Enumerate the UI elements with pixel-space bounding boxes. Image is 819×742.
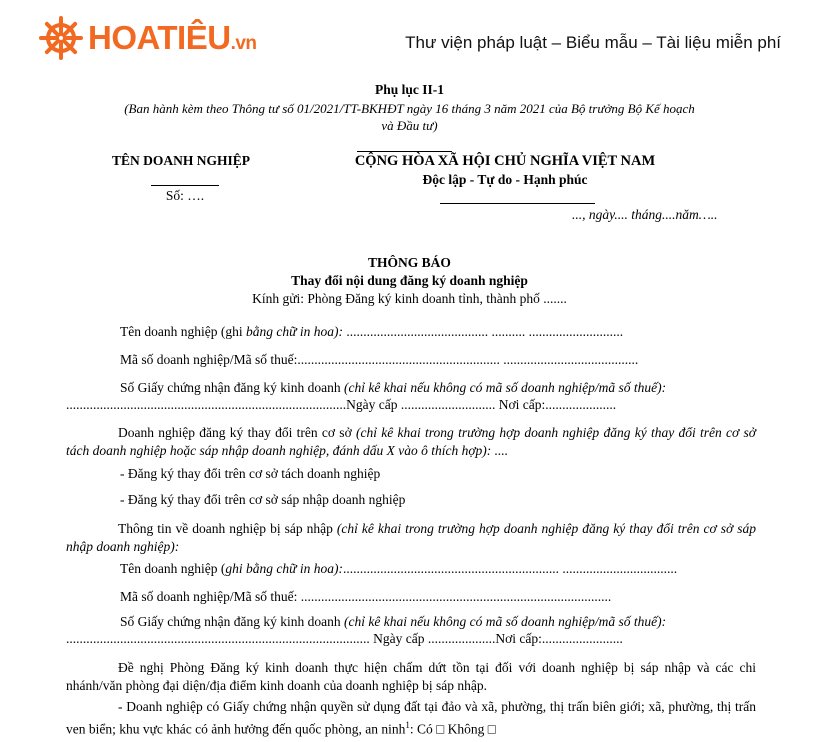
brand-name: HOATIÊU.vn	[88, 19, 257, 56]
appendix-subtitle-line1: (Ban hành kèm theo Thông tư số 01/2021/TT-BKHĐT ngày 16 tháng 3 năm 2021 của Bộ trưởng Bộ Kế hoạch	[124, 101, 695, 116]
option-split-enterprise[interactable]: - Đăng ký thay đổi trên cơ sở tách doanh nghiệp	[120, 466, 381, 481]
tax-code-field[interactable]: Mã số doanh nghiệp/Mã số thuế:............................................................ ........................................	[120, 352, 639, 367]
notice-subject: Thay đổi nội dung đăng ký doanh nghiệp	[291, 273, 528, 288]
change-basis-paragraph: Doanh nghiệp đăng ký thay đổi trên cơ sở (chỉ kê khai trong trường hợp doanh nghiệp đăng ký thay đổi trên cơ sở tách doanh nghiệp hoặc sáp nhập doanh nghiệp, đánh dấu X vào ô thích hợp): ....	[66, 425, 756, 458]
merged-info-paragraph: Thông tin về doanh nghiệp bị sáp nhập (chỉ kê khai trong trường hợp doanh nghiệp đăng ký thay đổi trên cơ sở sáp nhập doanh nghiệp):	[66, 521, 756, 554]
appendix-subtitle-line2: và Đầu tư)	[381, 118, 438, 133]
company-name-field[interactable]: Tên doanh nghiệp (ghi bằng chữ in hoa): .......................................... .......... ............................	[120, 324, 624, 339]
brand-logo[interactable]	[38, 14, 257, 62]
site-tagline: Thư viện pháp luật – Biểu mẫu – Tài liệu miễn phí	[405, 33, 781, 52]
company-name-header: TÊN DOANH NGHIỆP	[111, 153, 250, 168]
document-number: Số: ….	[165, 188, 205, 203]
merged-company-name-field[interactable]: Tên doanh nghiệp (ghi bằng chữ in hoa):................................................................ ..................................	[120, 561, 678, 576]
right-top-divider	[357, 151, 452, 152]
footnote-marker: 1	[405, 720, 410, 730]
cert-issue-field[interactable]: ...................................................................................Ngày cấp ............................ Nơi cấp:.....................	[66, 397, 617, 412]
ship-wheel-icon	[38, 15, 84, 61]
nation-name: CỘNG HÒA XÃ HỘI CHỦ NGHĨA VIỆT NAM	[354, 153, 656, 169]
left-divider	[151, 185, 219, 186]
motto-underline	[440, 203, 595, 204]
termination-request-paragraph: Đề nghị Phòng Đăng ký kinh doanh thực hiện chấm dứt tồn tại đối với doanh nghiệp bị sáp nhập và các chi nhánh/văn phòng đại diện/địa điểm kinh doanh của doanh nghiệp bị sáp nhập.	[66, 660, 756, 693]
notice-title: THÔNG BÁO	[368, 255, 451, 270]
cert-number-label: Số Giấy chứng nhận đăng ký kinh doanh (chỉ kê khai nếu không có mã số doanh nghiệp/mã số thuế):	[120, 380, 667, 395]
land-use-options[interactable]: : Có □ Không □	[409, 721, 496, 737]
date-line: ..., ngày.... tháng....năm…..	[572, 207, 718, 222]
national-motto: Độc lập - Tự do - Hạnh phúc	[422, 172, 588, 187]
option-merge-enterprise[interactable]: - Đăng ký thay đổi trên cơ sở sáp nhập doanh nghiệp	[120, 492, 406, 507]
merged-cert-issue-field[interactable]: .......................................................................................... Ngày cấp ....................Nơi cấp:........................	[66, 631, 623, 646]
merged-cert-label: Số Giấy chứng nhận đăng ký kinh doanh (chỉ kê khai nếu không có mã số doanh nghiệp/mã số thuế):	[120, 614, 667, 629]
merged-tax-code-field[interactable]: Mã số doanh nghiệp/Mã số thuế: ............................................................................................	[120, 589, 612, 604]
appendix-title: Phụ lục II-1	[374, 82, 445, 97]
land-use-paragraph: - Doanh nghiệp có Giấy chứng nhận quyền sử dụng đất tại đảo và xã, phường, thị trấn biên giới; xã, phường, thị trấn ven biển; khu vực khác có ảnh hưởng đến quốc phòng, an ninh$^1$: Có □ Không □	[66, 699, 756, 737]
notice-recipient: Kính gửi: Phòng Đăng ký kinh doanh tỉnh, thành phố .......	[252, 291, 567, 306]
